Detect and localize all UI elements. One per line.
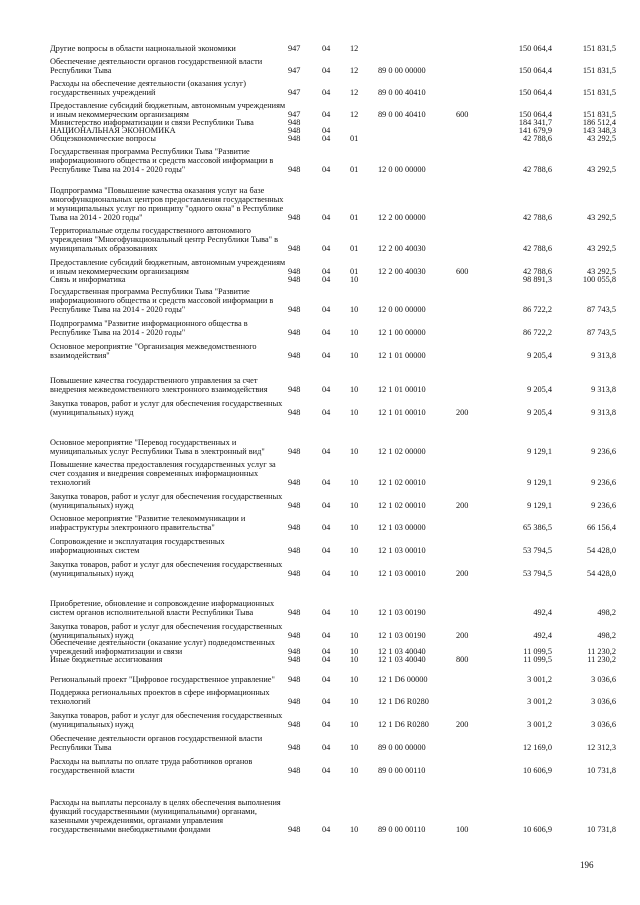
- cell-section: 04: [322, 697, 331, 707]
- cell-amount-year2: 43 292,5: [586, 165, 616, 175]
- cell-expense-type: 100: [456, 825, 469, 835]
- cell-amount-year1: 150 064,4: [518, 66, 552, 76]
- cell-amount-year1: 11 099,5: [523, 655, 552, 665]
- cell-amount-year2: 151 831,5: [582, 88, 616, 98]
- cell-section: 04: [322, 523, 331, 533]
- cell-section: 04: [322, 385, 331, 395]
- cell-subsection: 10: [350, 408, 359, 418]
- cell-amount-year2: 9 313,8: [591, 385, 616, 395]
- cell-target-article: 12 2 00 00000: [378, 213, 426, 223]
- cell-amount-year1: 492,4: [533, 608, 552, 618]
- cell-amount-year2: 143 348,3: [582, 126, 616, 136]
- cell-amount-year2: 151 831,5: [582, 66, 616, 76]
- cell-target-article: 12 2 00 40030: [378, 267, 426, 277]
- row-name: Закупка товаров, работ и услуг для обеспечения государственных (муниципальных) нужд: [50, 711, 283, 730]
- row-name: Предоставление субсидий бюджетным, автономным учреждениям и иным некоммерческим организациям: [50, 101, 286, 120]
- cell-subsection: 10: [350, 647, 359, 657]
- cell-section: 04: [322, 305, 331, 315]
- cell-amount-year1: 9 205,4: [527, 351, 552, 361]
- row-name: Связь и информатика: [50, 275, 126, 285]
- cell-amount-year2: 151 831,5: [582, 44, 616, 54]
- row-name: Подпрограмма "Развитие информационного общества в Республике Тыва на 2014 - 2020 годы": [50, 319, 248, 338]
- cell-section: 04: [322, 743, 331, 753]
- cell-section: 04: [322, 351, 331, 361]
- cell-section: 04: [322, 213, 331, 223]
- cell-amount-year1: 9 205,4: [527, 408, 552, 418]
- cell-amount-year1: 9 129,1: [527, 501, 552, 511]
- row-name: Региональный проект "Цифровое государственное управление": [50, 675, 275, 685]
- row-name: Повышение качества предоставления государственных услуг за счет создания и внедрения современных информационных технологий: [50, 460, 276, 488]
- table-row: [0, 736, 640, 776]
- cell-subsection: 12: [350, 88, 359, 98]
- cell-ministry: 948: [288, 165, 301, 175]
- cell-section: 04: [322, 275, 331, 285]
- cell-amount-year1: 3 001,2: [527, 697, 552, 707]
- cell-section: 04: [322, 267, 331, 277]
- cell-expense-type: 200: [456, 569, 469, 579]
- cell-section: 04: [322, 608, 331, 618]
- cell-section: 04: [322, 244, 331, 254]
- cell-amount-year2: 54 428,0: [586, 546, 616, 556]
- cell-amount-year2: 10 731,8: [586, 825, 616, 835]
- cell-subsection: 10: [350, 447, 359, 457]
- cell-target-article: 12 0 00 00000: [378, 305, 426, 315]
- cell-target-article: 12 1 02 00000: [378, 447, 426, 457]
- cell-ministry: 948: [288, 697, 301, 707]
- row-name: Государственная программа Республики Тыва "Развитие информационного общества и средств массовой информации в Республике Тыва на 2014 - 2020 годы": [50, 147, 274, 175]
- cell-amount-year1: 184 341,7: [518, 118, 552, 128]
- cell-ministry: 948: [288, 305, 301, 315]
- cell-amount-year2: 87 743,5: [586, 305, 616, 315]
- cell-ministry: 948: [288, 408, 301, 418]
- cell-ministry: 948: [288, 523, 301, 533]
- cell-target-article: 12 1 00 00000: [378, 328, 426, 338]
- cell-amount-year1: 141 679,9: [518, 126, 552, 136]
- cell-subsection: 10: [350, 523, 359, 533]
- cell-expense-type: 800: [456, 655, 469, 665]
- cell-amount-year2: 186 512,4: [582, 118, 616, 128]
- cell-amount-year2: 43 292,5: [586, 134, 616, 144]
- cell-subsection: 01: [350, 213, 359, 223]
- cell-amount-year1: 3 001,2: [527, 720, 552, 730]
- cell-amount-year1: 42 788,6: [522, 165, 552, 175]
- cell-ministry: 947: [288, 110, 301, 120]
- cell-target-article: 89 0 00 40410: [378, 88, 426, 98]
- row-name: Расходы на обеспечение деятельности (оказания услуг) государственных учреждений: [50, 79, 247, 98]
- cell-target-article: 12 1 03 40040: [378, 655, 426, 665]
- cell-ministry: 948: [288, 720, 301, 730]
- cell-amount-year2: 66 156,4: [586, 523, 616, 533]
- cell-ministry: 948: [288, 447, 301, 457]
- row-name: Основное мероприятие "Развитие телекоммуникации и инфраструктуры электронного правительства": [50, 514, 246, 533]
- cell-subsection: 12: [350, 44, 359, 54]
- cell-target-article: 12 0 00 00000: [378, 165, 426, 175]
- cell-amount-year2: 151 831,5: [582, 110, 616, 120]
- cell-subsection: 10: [350, 478, 359, 488]
- cell-amount-year2: 3 036,6: [591, 675, 616, 685]
- cell-amount-year1: 65 386,5: [522, 523, 552, 533]
- row-name: Территориальные отделы государственного автономного учреждения "Многофункциональный центр Республики Тыва" в муниципальных образованиях: [50, 226, 279, 254]
- cell-target-article: 12 1 02 00010: [378, 478, 426, 488]
- cell-amount-year2: 498,2: [597, 631, 616, 641]
- cell-ministry: 948: [288, 766, 301, 776]
- cell-subsection: 10: [350, 720, 359, 730]
- row-name: Приобретение, обновление и сопровождение информационных систем органов исполнительной власти Республики Тыва: [50, 599, 275, 618]
- cell-amount-year2: 9 313,8: [591, 351, 616, 361]
- table-row: [0, 539, 640, 579]
- row-name: Расходы на выплаты персоналу в целях обеспечения выполнения функций государственными (муниципальными) органами, казенными учреждениями, органами управления государственными внебюджетными фондами: [50, 798, 281, 835]
- cell-subsection: 01: [350, 267, 359, 277]
- cell-target-article: 12 1 01 00000: [378, 351, 426, 361]
- cell-subsection: 10: [350, 351, 359, 361]
- cell-amount-year2: 9 236,6: [591, 478, 616, 488]
- row-name: Обеспечение деятельности органов государственной власти Республики Тыва: [50, 734, 263, 753]
- cell-section: 04: [322, 569, 331, 579]
- cell-amount-year2: 10 731,8: [586, 766, 616, 776]
- cell-ministry: 948: [288, 675, 301, 685]
- cell-amount-year1: 9 205,4: [527, 385, 552, 395]
- cell-subsection: 12: [350, 66, 359, 76]
- cell-amount-year2: 498,2: [597, 608, 616, 618]
- cell-subsection: 10: [350, 305, 359, 315]
- row-name: НАЦИОНАЛЬНАЯ ЭКОНОМИКА: [50, 126, 176, 136]
- cell-amount-year2: 43 292,5: [586, 213, 616, 223]
- cell-amount-year2: 54 428,0: [586, 569, 616, 579]
- cell-amount-year2: 100 055,8: [582, 275, 616, 285]
- cell-amount-year1: 3 001,2: [527, 675, 552, 685]
- cell-ministry: 947: [288, 88, 301, 98]
- cell-ministry: 948: [288, 134, 301, 144]
- row-name: Основное мероприятие "Перевод государственных и муниципальных услуг Республики Тыва в электронный вид": [50, 438, 265, 457]
- table-row: [0, 795, 640, 835]
- cell-ministry: 948: [288, 608, 301, 618]
- cell-section: 04: [322, 110, 331, 120]
- cell-subsection: 10: [350, 546, 359, 556]
- cell-subsection: 12: [350, 110, 359, 120]
- cell-ministry: 948: [288, 126, 301, 136]
- cell-subsection: 10: [350, 608, 359, 618]
- row-name: Другие вопросы в области национальной экономики: [50, 44, 236, 54]
- cell-ministry: 948: [288, 385, 301, 395]
- cell-section: 04: [322, 447, 331, 457]
- cell-ministry: 948: [288, 647, 301, 657]
- cell-target-article: 12 1 03 00190: [378, 608, 426, 618]
- cell-ministry: 948: [288, 328, 301, 338]
- cell-subsection: 10: [350, 631, 359, 641]
- cell-subsection: 10: [350, 569, 359, 579]
- cell-target-article: 12 1 02 00010: [378, 501, 426, 511]
- cell-target-article: 12 1 03 00000: [378, 523, 426, 533]
- row-name: Расходы на выплаты по оплате труда работников органов государственной власти: [50, 757, 253, 776]
- cell-amount-year2: 43 292,5: [586, 244, 616, 254]
- cell-ministry: 948: [288, 631, 301, 641]
- cell-subsection: 01: [350, 244, 359, 254]
- row-name: Обеспечение деятельности органов государственной власти Республики Тыва: [50, 57, 263, 76]
- cell-ministry: 948: [288, 655, 301, 665]
- cell-amount-year1: 10 606,9: [522, 825, 552, 835]
- cell-section: 04: [322, 501, 331, 511]
- cell-amount-year1: 42 788,6: [522, 267, 552, 277]
- cell-subsection: 10: [350, 675, 359, 685]
- cell-amount-year1: 492,4: [533, 631, 552, 641]
- cell-expense-type: 200: [456, 631, 469, 641]
- table-row: [0, 135, 640, 175]
- cell-subsection: 10: [350, 743, 359, 753]
- row-name: Закупка товаров, работ и услуг для обеспечения государственных (муниципальных) нужд: [50, 560, 283, 579]
- row-name: Предоставление субсидий бюджетным, автономным учреждениям и иным некоммерческим организациям: [50, 258, 286, 277]
- cell-section: 04: [322, 66, 331, 76]
- cell-subsection: 10: [350, 697, 359, 707]
- cell-amount-year1: 86 722,2: [522, 305, 552, 315]
- cell-amount-year2: 11 230,2: [587, 655, 616, 665]
- cell-subsection: 10: [350, 275, 359, 285]
- cell-section: 04: [322, 720, 331, 730]
- row-name: Сопровождение и эксплуатация государственных информационных систем: [50, 537, 225, 556]
- cell-section: 04: [322, 44, 331, 54]
- cell-subsection: 10: [350, 385, 359, 395]
- cell-amount-year1: 150 064,4: [518, 110, 552, 120]
- cell-amount-year2: 9 236,6: [591, 501, 616, 511]
- cell-subsection: 10: [350, 655, 359, 665]
- cell-target-article: 12 1 03 00010: [378, 546, 426, 556]
- cell-amount-year1: 98 891,3: [522, 275, 552, 285]
- cell-target-article: 89 0 00 00110: [378, 766, 426, 776]
- cell-target-article: 12 1 03 40040: [378, 647, 426, 657]
- cell-ministry: 948: [288, 275, 301, 285]
- row-name: Подпрограмма "Повышение качества оказания услуг на базе многофункциональных центров предоставления государственных и муниципальных услуг по принципу "одного окна" в Республике Тыва на 2014 - 2020 годы": [50, 186, 284, 223]
- cell-expense-type: 200: [456, 501, 469, 511]
- cell-amount-year1: 11 099,5: [523, 647, 552, 657]
- cell-amount-year1: 150 064,4: [518, 44, 552, 54]
- cell-subsection: 10: [350, 501, 359, 511]
- cell-amount-year2: 11 230,2: [587, 647, 616, 657]
- cell-target-article: 89 0 00 00000: [378, 743, 426, 753]
- cell-section: 04: [322, 655, 331, 665]
- cell-target-article: 12 1 03 00190: [378, 631, 426, 641]
- cell-amount-year2: 3 036,6: [591, 720, 616, 730]
- cell-section: 04: [322, 675, 331, 685]
- cell-ministry: 947: [288, 66, 301, 76]
- cell-amount-year1: 86 722,2: [522, 328, 552, 338]
- cell-target-article: 12 1 D6 R0280: [378, 697, 429, 707]
- cell-section: 04: [322, 328, 331, 338]
- cell-amount-year2: 12 312,3: [586, 743, 616, 753]
- cell-subsection: 10: [350, 825, 359, 835]
- cell-amount-year2: 3 036,6: [591, 697, 616, 707]
- row-name: Обеспечение деятельности (оказание услуг) подведомственных учреждений информатизации и связи: [50, 638, 276, 657]
- cell-section: 04: [322, 134, 331, 144]
- cell-amount-year1: 150 064,4: [518, 88, 552, 98]
- cell-ministry: 948: [288, 118, 301, 128]
- row-name: Государственная программа Республики Тыва "Развитие информационного общества и средств массовой информации в Республике Тыва на 2014 - 2020 годы": [50, 287, 274, 315]
- cell-amount-year2: 43 292,5: [586, 267, 616, 277]
- row-name: Основное мероприятие "Организация межведомственного взаимодействия": [50, 342, 257, 361]
- cell-ministry: 948: [288, 825, 301, 835]
- cell-section: 04: [322, 546, 331, 556]
- cell-section: 04: [322, 647, 331, 657]
- cell-amount-year1: 10 606,9: [522, 766, 552, 776]
- cell-amount-year1: 9 129,1: [527, 447, 552, 457]
- cell-ministry: 948: [288, 213, 301, 223]
- cell-section: 04: [322, 478, 331, 488]
- cell-ministry: 948: [288, 569, 301, 579]
- row-name: Поддержка региональных проектов в сфере информационных технологий: [50, 688, 270, 707]
- cell-target-article: 89 0 00 00110: [378, 825, 426, 835]
- cell-section: 04: [322, 766, 331, 776]
- cell-section: 04: [322, 165, 331, 175]
- cell-amount-year2: 87 743,5: [586, 328, 616, 338]
- cell-target-article: 12 1 D6 R0280: [378, 720, 429, 730]
- cell-section: 04: [322, 408, 331, 418]
- cell-amount-year1: 53 794,5: [522, 546, 552, 556]
- cell-expense-type: 200: [456, 720, 469, 730]
- row-name: Иные бюджетные ассигнования: [50, 655, 163, 665]
- cell-amount-year2: 9 236,6: [591, 447, 616, 457]
- cell-ministry: 948: [288, 351, 301, 361]
- cell-subsection: 01: [350, 165, 359, 175]
- cell-expense-type: 600: [456, 267, 469, 277]
- cell-amount-year1: 42 788,6: [522, 134, 552, 144]
- cell-target-article: 12 2 00 40030: [378, 244, 426, 254]
- row-name: Общеэкономические вопросы: [50, 134, 156, 144]
- cell-target-article: 12 1 D6 00000: [378, 675, 428, 685]
- cell-target-article: 89 0 00 00000: [378, 66, 426, 76]
- cell-section: 04: [322, 126, 331, 136]
- cell-ministry: 948: [288, 267, 301, 277]
- cell-target-article: 12 1 03 00010: [378, 569, 426, 579]
- cell-ministry: 948: [288, 501, 301, 511]
- cell-expense-type: 600: [456, 110, 469, 120]
- cell-ministry: 947: [288, 44, 301, 54]
- cell-subsection: 10: [350, 328, 359, 338]
- cell-ministry: 948: [288, 478, 301, 488]
- cell-expense-type: 200: [456, 408, 469, 418]
- cell-subsection: 10: [350, 766, 359, 776]
- cell-target-article: 12 1 01 00010: [378, 385, 426, 395]
- cell-section: 04: [322, 825, 331, 835]
- row-name: Закупка товаров, работ и услуг для обеспечения государственных (муниципальных) нужд: [50, 492, 283, 511]
- cell-ministry: 948: [288, 546, 301, 556]
- cell-amount-year1: 42 788,6: [522, 213, 552, 223]
- page-number: 196: [580, 860, 594, 870]
- row-name: Министерство информатизации и связи Республики Тыва: [50, 118, 254, 128]
- cell-amount-year1: 12 169,0: [522, 743, 552, 753]
- table-row: [0, 378, 640, 418]
- cell-amount-year1: 42 788,6: [522, 244, 552, 254]
- row-name: Закупка товаров, работ и услуг для обеспечения государственных (муниципальных) нужд: [50, 399, 283, 418]
- cell-target-article: 12 1 01 00010: [378, 408, 426, 418]
- cell-section: 04: [322, 631, 331, 641]
- row-name: Закупка товаров, работ и услуг для обеспечения государственных (муниципальных) нужд: [50, 622, 283, 641]
- cell-ministry: 948: [288, 244, 301, 254]
- cell-ministry: 948: [288, 743, 301, 753]
- cell-amount-year1: 9 129,1: [527, 478, 552, 488]
- row-name: Повышение качества государственного управления за счет внедрения межведомственного электронного взаимодействия: [50, 376, 268, 395]
- cell-amount-year1: 53 794,5: [522, 569, 552, 579]
- cell-subsection: 01: [350, 134, 359, 144]
- cell-section: 04: [322, 88, 331, 98]
- cell-amount-year2: 9 313,8: [591, 408, 616, 418]
- cell-target-article: 89 0 00 40410: [378, 110, 426, 120]
